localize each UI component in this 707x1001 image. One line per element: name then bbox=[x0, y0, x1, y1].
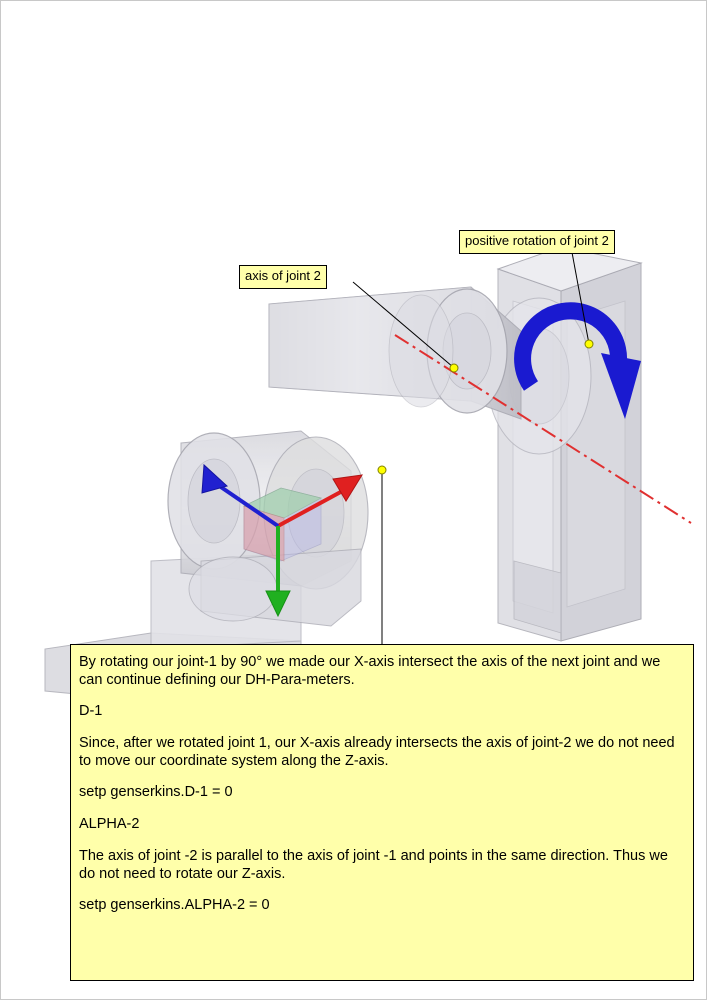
rotation-marker-point bbox=[585, 340, 593, 348]
explanation-paragraph-7: setp genserkins.ALPHA-2 = 0 bbox=[79, 897, 270, 914]
callout-positive-rotation-of-joint-2: positive rotation of joint 2 bbox=[459, 230, 615, 254]
callout-axis-of-joint-2: axis of joint 2 bbox=[239, 265, 327, 289]
explanation-paragraph-1: By rotating our joint-1 by 90° we made our X-axis intersect the axis of the next joint and we can continue defining our DH-Para-meters. bbox=[79, 654, 661, 688]
explanation-paragraph-5: ALPHA-2 bbox=[79, 816, 140, 833]
joint-axis-point bbox=[450, 364, 458, 372]
explanation-paragraph-2: D-1 bbox=[79, 703, 103, 720]
explanation-paragraph-4: setp genserkins.D-1 = 0 bbox=[79, 784, 233, 801]
robot-upper-arm bbox=[269, 287, 521, 419]
explanation-textbox bbox=[70, 644, 694, 981]
leader-origin-point bbox=[378, 466, 386, 474]
explanation-paragraph-6: The axis of joint -2 is parallel to the axis of joint -1 and points in the same direction. Thus we do not need to rotate our Z-axis. bbox=[79, 847, 668, 882]
explanation-paragraph-3: Since, after we rotated joint 1, our X-axis already intersects the axis of joint-2 we do not need to move our coordinate system along the Z-axis. bbox=[79, 735, 675, 769]
